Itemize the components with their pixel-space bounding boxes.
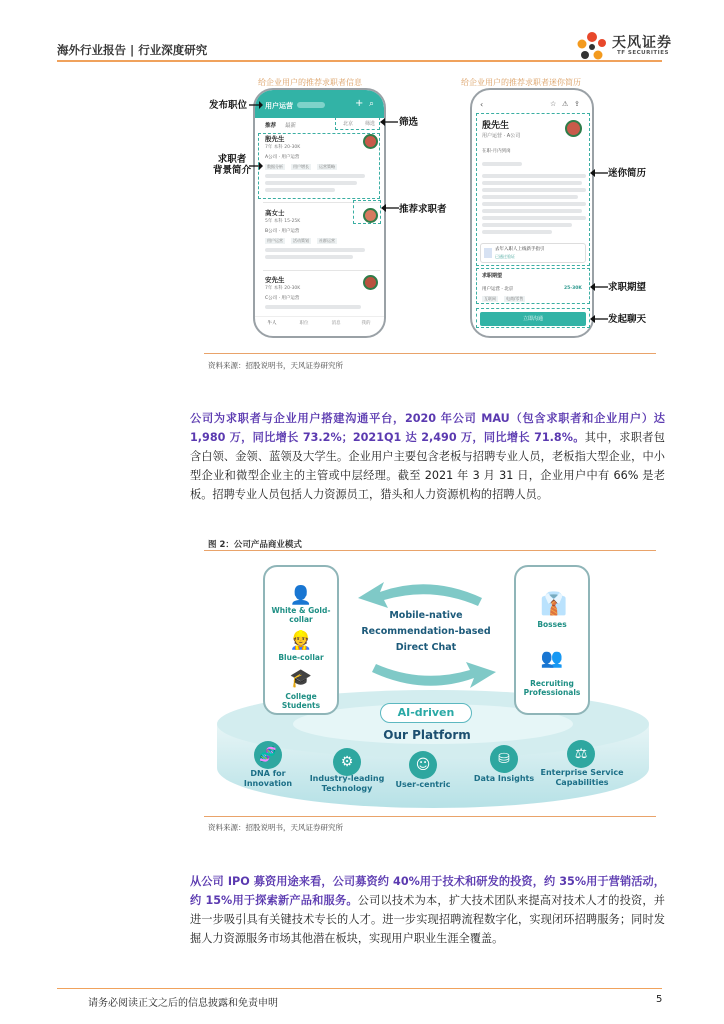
chat-now-label: 立即沟通: [522, 316, 543, 322]
fig1-left-title: 给企业用户的推荐求职者信息: [258, 78, 362, 87]
candidate-tag: 用户运营: [267, 238, 283, 243]
header-rule: [57, 60, 662, 62]
topbar-subtitle: [297, 102, 325, 108]
text-line: [265, 255, 353, 259]
paragraph-mau: [190, 409, 665, 504]
candidate-job: A公司 · 用户运营: [265, 155, 300, 160]
page-number: 5: [656, 994, 663, 1005]
warning-icon[interactable]: ⚠: [562, 100, 569, 108]
expectation-tag: 互联网: [484, 296, 496, 301]
college-students-label: College Students: [281, 692, 321, 710]
candidate-meta: 7年 本科 20-30K: [265, 286, 301, 291]
tf-logo-icon: [572, 28, 612, 62]
data-insights-icon: ⛁: [490, 745, 518, 773]
footer-disclaimer: 请务必阅读正文之后的信息披露和免责申明: [88, 998, 278, 1009]
ai-driven-badge: AI-driven: [380, 703, 472, 723]
paragraph-mau-highlight: 公司为求职者与企业用户搭建沟通平台，2020 年公司 MAU（包含求职者和企业用户）达 1,980 万，同比增长 73.2%；2021Q1 达 2,490 万，同比增长 71.8%。: [190, 412, 665, 444]
nav-talent[interactable]: 牛人: [267, 321, 277, 326]
nav-jobs[interactable]: 职位: [299, 321, 309, 326]
expectation-job: 用户运营 · 北京: [482, 287, 514, 292]
feature-industry-technology: Industry-leading Technology: [309, 774, 385, 793]
back-icon[interactable]: ‹: [480, 100, 484, 109]
fig2-source: 资料来源：招股说明书，天风证券研究所: [208, 823, 343, 832]
paragraph-ipo-highlight: 从公司 IPO 募资用途来看，公司募资约 40%用于技术和研发的投资，约 35%用于营销活动，约 15%用于探索新产品和服务。: [190, 875, 665, 907]
background-highlight: [258, 133, 380, 199]
fig1-source: 资料来源：招股说明书，天风证券研究所: [208, 361, 343, 370]
brand-english: TF SECURITIES: [617, 50, 669, 56]
text-line: [265, 305, 361, 309]
divider: [263, 270, 380, 271]
filter-highlight: [335, 117, 380, 130]
fig2-title: 图 2：公司产品商业模式: [208, 540, 302, 550]
filter-button[interactable]: 筛选: [365, 121, 376, 127]
header-title: 海外行业报告 | 行业深度研究: [57, 43, 208, 57]
topbar-job-title[interactable]: 用户运营: [265, 102, 293, 110]
candidate-tag: 社群运营: [319, 238, 335, 243]
technology-icon: ⚙: [333, 748, 361, 776]
graduate-icon: 🎓: [289, 668, 313, 689]
annotation-filter: 筛选: [399, 117, 419, 128]
white-collar-icon: 👤: [289, 585, 313, 606]
recommend-highlight: [353, 200, 381, 224]
annotation-mini-resume: 迷你简历: [608, 168, 647, 179]
candidate-name: 殷先生: [265, 135, 285, 143]
annotation-background: 求职者 背景简介: [213, 154, 252, 176]
arrow-icon: [380, 117, 398, 127]
arrow-icon: [249, 161, 263, 171]
feature-user-centric: User-centric: [395, 780, 451, 789]
expectation-label: 求职期望: [482, 273, 503, 279]
dna-icon: 🧬: [254, 741, 282, 769]
avatar: [363, 275, 378, 290]
feature-dna-innovation: DNA for Innovation: [243, 769, 293, 788]
expectation-salary: 25-30K: [564, 286, 582, 291]
expectation-highlight: [476, 268, 590, 304]
fig2-title-rule: [204, 550, 656, 551]
annotation-start-chat: 发起聊天: [608, 314, 647, 325]
paragraph-ipo-body: 公司以技术为本，扩大技术团队来提高对技术人才的投资，并进一步吸引具有关键技术专长的人才。进一步实现招聘流程数字化，实现闭环招聘服务；同时发掘人力资源服务市场其他潜在板块，实现用户职业生涯全覆盖。: [190, 894, 665, 945]
tab-latest[interactable]: 最新: [285, 123, 297, 129]
add-icon[interactable]: +: [355, 98, 364, 109]
tab-recommend[interactable]: 推荐: [265, 123, 277, 129]
bottom-nav: [255, 316, 384, 336]
annotation-expectation: 求职期望: [608, 282, 647, 293]
our-platform-label: Our Platform: [383, 728, 471, 742]
boss-icon: 👔: [540, 592, 568, 617]
direct-chat-label: Mobile-native Recommendation-based Direct Chat: [361, 610, 491, 653]
blue-collar-label: Blue-collar: [278, 653, 324, 662]
footer-rule: [57, 988, 662, 989]
candidate-name: 高女士: [265, 209, 285, 217]
user-centric-icon: ☺: [409, 751, 437, 779]
resume-subtitle: 用户运营 · A公司: [482, 133, 521, 139]
arrow-icon: [381, 203, 399, 213]
brand-name: 天风证券: [612, 35, 672, 51]
search-icon[interactable]: ⌕: [369, 99, 375, 109]
nav-me[interactable]: 我的: [361, 321, 371, 326]
fig1-right-title: 给企业用户的推荐求职者迷你简历: [461, 78, 581, 87]
arrow-icon: [590, 282, 608, 292]
white-collar-label: White & Gold-collar: [271, 606, 331, 624]
resume-name: 殷先生: [482, 121, 510, 131]
fig1-rule: [204, 353, 656, 354]
star-icon[interactable]: ☆: [550, 100, 557, 108]
candidate-job: B公司 · 用户运营: [265, 229, 300, 234]
nav-messages[interactable]: 消息: [331, 321, 341, 326]
candidate-tag: 活动策划: [293, 238, 309, 243]
candidate-tag: 运营策略: [319, 164, 335, 169]
left-phone-topbar: [255, 90, 384, 118]
card-title: 去年入职人上线新手指引: [495, 247, 545, 252]
enterprise-icon: ⚖: [567, 740, 595, 768]
arrow-icon: [590, 168, 608, 178]
arrow-icon: [590, 314, 608, 324]
filter-city[interactable]: 北京: [343, 121, 354, 127]
candidate-tag: 数据分析: [267, 164, 283, 169]
candidate-card[interactable]: [261, 275, 380, 315]
paragraph-ipo: [190, 872, 665, 948]
chat-highlight: [476, 308, 590, 328]
annotation-recommend: 推荐求职者: [399, 204, 447, 215]
paragraph-mau-body: 其中，求职者包含白领、金领、蓝领及大学生。企业用户主要包含老板与招聘专业人员，老板指大型企业，中小型企业和微型企业主的主管或中层经理。截至 2021 年 3 月 31 日，企业用户中有 66% 是老板。招聘专业人员包括人力资源员工，猎头和人力资源机构的招聘人员。: [190, 431, 665, 501]
fig2-rule: [204, 816, 656, 817]
annotation-post-job: 发布职位: [209, 100, 248, 111]
arrow-icon: [249, 100, 263, 110]
candidate-meta: 7年 本科 20-30K: [265, 145, 301, 150]
card-subtitle: 已通过验证: [495, 254, 515, 259]
blue-collar-icon: 👷: [289, 630, 313, 651]
candidate-name: 安先生: [265, 276, 285, 284]
feature-data-insights: Data Insights: [473, 774, 535, 783]
candidate-tag: 用户增长: [293, 164, 309, 169]
team-icon: 👥: [540, 648, 564, 669]
recruiting-professionals-label: Recruiting Professionals: [523, 679, 581, 697]
candidate-job: C公司 · 用户运营: [265, 296, 300, 301]
mini-resume-highlight: [476, 113, 590, 266]
resume-status: 在职-月内到岗: [482, 149, 511, 154]
expectation-tag: 电商/零售: [506, 296, 524, 301]
share-icon[interactable]: ⇪: [574, 100, 580, 108]
feature-enterprise-service: Enterprise Service Capabilities: [540, 768, 624, 787]
bosses-label: Bosses: [537, 620, 567, 629]
candidate-meta: 5年 本科 15-25K: [265, 219, 301, 224]
text-line: [265, 248, 365, 252]
